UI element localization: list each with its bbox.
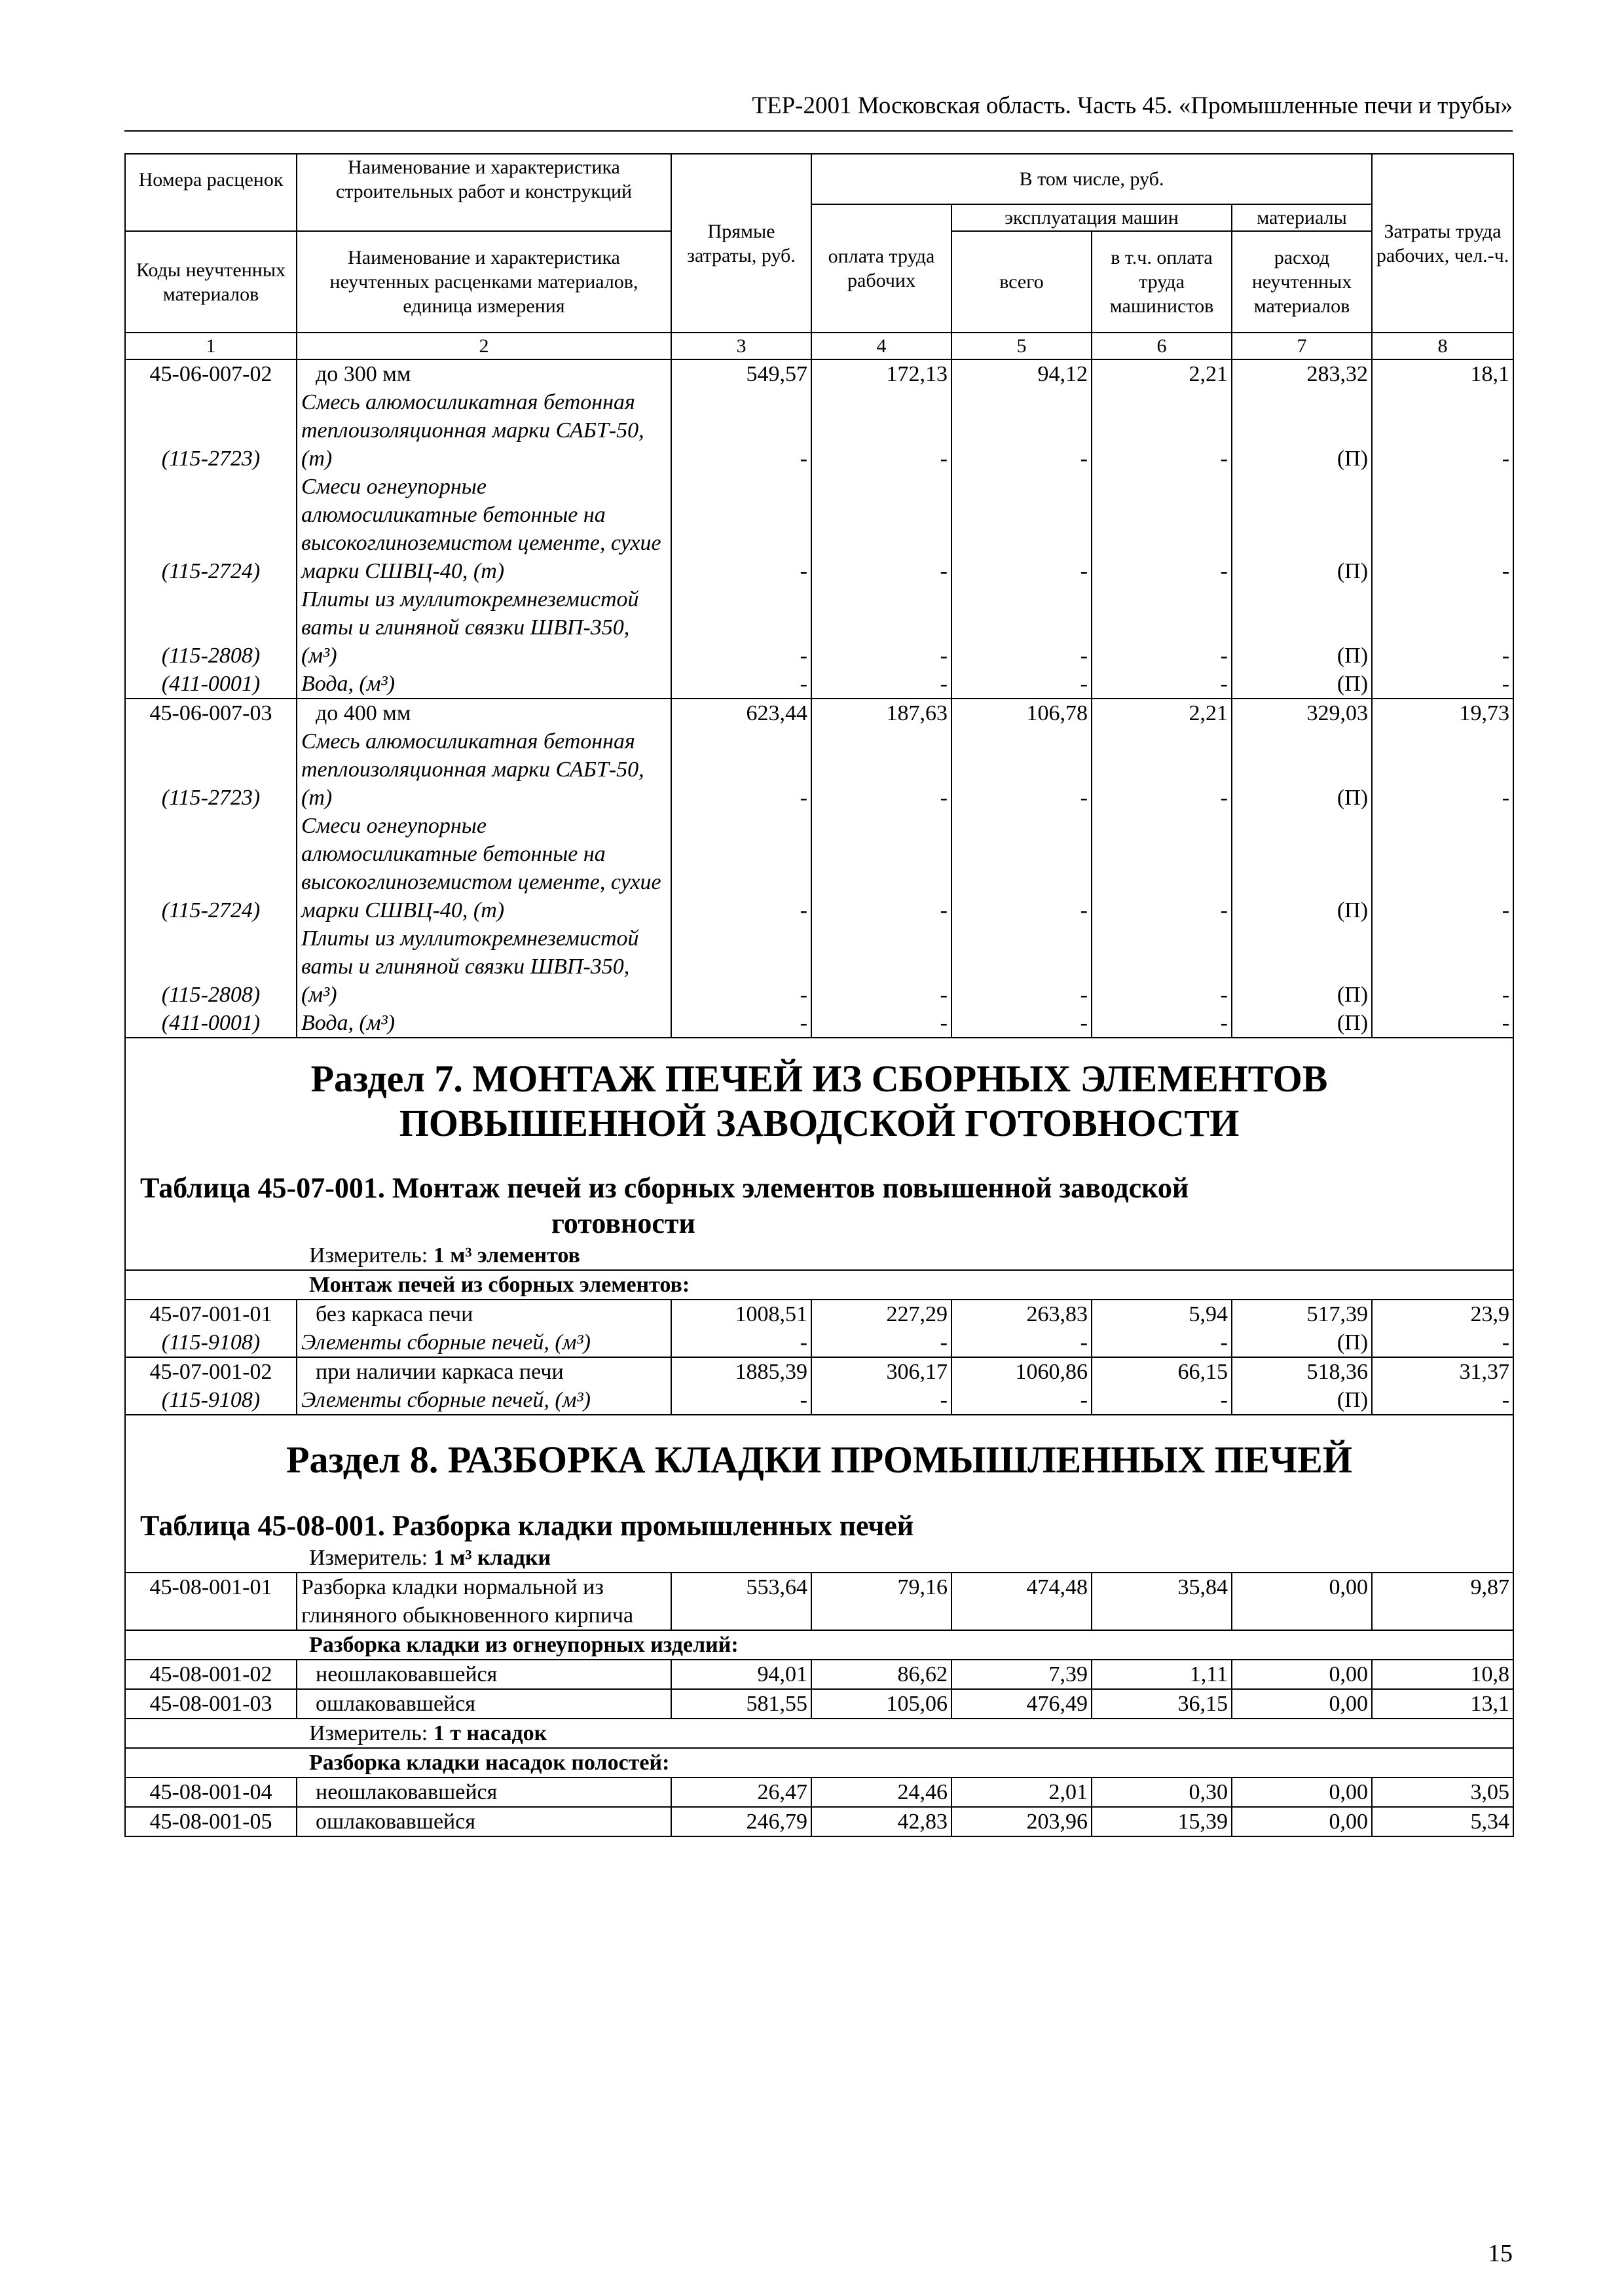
row-value: - xyxy=(1092,670,1232,699)
row-value: - xyxy=(671,1386,811,1415)
material-row xyxy=(125,1328,1513,1357)
row-value: - xyxy=(1092,1328,1232,1357)
row-value: - xyxy=(671,473,811,585)
row-value: - xyxy=(811,1328,951,1357)
row-value: - xyxy=(951,388,1092,473)
row-name: Смеси огнеупорные алюмосиликатные бетонные на высокоглиноземистом цементе, сухие марки СШВЦ-40, (т) xyxy=(297,473,671,585)
row-value: (П) xyxy=(1232,1328,1372,1357)
row-value: - xyxy=(1372,585,1513,670)
row-value: - xyxy=(1092,388,1232,473)
row-code: 45-06-007-03 xyxy=(125,699,297,727)
row-value: - xyxy=(951,473,1092,585)
row-value: 15,39 xyxy=(1092,1807,1232,1836)
row-value: 187,63 xyxy=(811,699,951,727)
row-value: 476,49 xyxy=(951,1689,1092,1719)
group-heading: Разборка кладки из огнеупорных изделий: xyxy=(125,1630,1513,1660)
row-value: - xyxy=(1372,924,1513,1009)
row-code: 45-08-001-03 xyxy=(125,1689,297,1719)
row-value: 2,21 xyxy=(1092,359,1232,388)
block-45-07-001 xyxy=(125,1300,1513,1415)
row-value: - xyxy=(951,1386,1092,1415)
row-value: 2,01 xyxy=(951,1777,1092,1807)
row-code: (115-2808) xyxy=(125,924,297,1009)
table-45-07-001-title-cont: готовности xyxy=(551,1207,695,1239)
row-code: 45-07-001-02 xyxy=(125,1357,297,1386)
row-value: - xyxy=(811,670,951,699)
row-value: 329,03 xyxy=(1232,699,1372,727)
row-value: 42,83 xyxy=(811,1807,951,1836)
block-45-06-007 xyxy=(125,359,1513,1038)
row-value: - xyxy=(1092,585,1232,670)
header-rule xyxy=(124,130,1513,132)
meter-45-08-a: Измеритель: 1 м³ кладки xyxy=(309,1546,551,1570)
section-7 xyxy=(125,1038,1513,1300)
table-45-07-001-title: Таблица 45-07-001. Монтаж печей из сборных элементов повышенной заводской xyxy=(140,1172,1189,1204)
row-value: 623,44 xyxy=(671,699,811,727)
row-value: 0,00 xyxy=(1232,1660,1372,1689)
row-value: 94,01 xyxy=(671,1660,811,1689)
row-value: 0,30 xyxy=(1092,1777,1232,1807)
row-name: Вода, (м³) xyxy=(297,1009,671,1038)
table-row xyxy=(125,1660,1513,1689)
row-value: - xyxy=(811,585,951,670)
row-name: ошлаковавшейся xyxy=(297,1689,671,1719)
running-header: ТЕР-2001 Московская область. Часть 45. «Промышленные печи и трубы» xyxy=(752,92,1513,119)
row-value: - xyxy=(671,812,811,924)
head-col2-bottom: Наименование и характеристика неучтенных расценками материалов, единица измерения xyxy=(297,231,671,333)
head-col1-bottom: Коды неучтенных материалов xyxy=(125,231,297,333)
row-value: 517,39 xyxy=(1232,1300,1372,1328)
material-row xyxy=(125,1009,1513,1038)
row-value: - xyxy=(1372,670,1513,699)
head-materials: материалы xyxy=(1232,204,1372,231)
row-value: 26,47 xyxy=(671,1777,811,1807)
row-value: 24,46 xyxy=(811,1777,951,1807)
row-value: - xyxy=(951,585,1092,670)
row-value: 283,32 xyxy=(1232,359,1372,388)
block-45-08-001-b xyxy=(125,1777,1513,1836)
table-row xyxy=(125,1807,1513,1836)
row-value: 0,00 xyxy=(1232,1807,1372,1836)
row-value: 94,12 xyxy=(951,359,1092,388)
row-name: Смесь алюмосиликатная бетонная теплоизоляционная марки САБТ-50, (т) xyxy=(297,727,671,812)
row-value: - xyxy=(1092,727,1232,812)
row-value: 263,83 xyxy=(951,1300,1092,1328)
row-value: - xyxy=(811,1386,951,1415)
row-value: - xyxy=(1372,1386,1513,1415)
row-name: ошлаковавшейся xyxy=(297,1807,671,1836)
head-col7: расход неучтенных материалов xyxy=(1232,231,1372,333)
row-name: Плиты из муллитокремнеземистой ваты и глиняной связки ШВП-350, (м³) xyxy=(297,585,671,670)
table-row: 45-08-001-01 Разборка кладки нормальной из глиняного обыкновенного кирпича 553,64 79,16 474,48 35,84 0,00 9,87 xyxy=(125,1573,1513,1630)
row-value: 18,1 xyxy=(1372,359,1513,388)
row-value: - xyxy=(1372,1009,1513,1038)
table-row xyxy=(125,359,1513,388)
material-row xyxy=(125,924,1513,1009)
material-row xyxy=(125,1386,1513,1415)
row-value: - xyxy=(1092,812,1232,924)
row-value: - xyxy=(811,812,951,924)
row-name: Вода, (м³) xyxy=(297,670,671,699)
row-name: при наличии каркаса печи xyxy=(297,1357,671,1386)
row-value: (П) xyxy=(1232,1009,1372,1038)
row-value: (П) xyxy=(1232,812,1372,924)
row-code: (115-2724) xyxy=(125,812,297,924)
table-row xyxy=(125,1689,1513,1719)
meter-45-07: Измеритель: 1 м³ элементов xyxy=(309,1243,580,1267)
page-number: 15 xyxy=(1488,2240,1513,2267)
row-value: 2,21 xyxy=(1092,699,1232,727)
row-value: 66,15 xyxy=(1092,1357,1232,1386)
row-value: - xyxy=(1092,473,1232,585)
row-value: 5,94 xyxy=(1092,1300,1232,1328)
row-value: - xyxy=(1372,727,1513,812)
row-value: - xyxy=(951,727,1092,812)
row-code: 45-06-007-02 xyxy=(125,359,297,388)
row-value: 23,9 xyxy=(1372,1300,1513,1328)
row-code: 45-08-001-04 xyxy=(125,1777,297,1807)
table-row xyxy=(125,699,1513,727)
row-value: - xyxy=(1372,388,1513,473)
row-value: - xyxy=(1372,812,1513,924)
row-value: 36,15 xyxy=(1092,1689,1232,1719)
material-row xyxy=(125,812,1513,924)
row-value: 0,00 xyxy=(1232,1777,1372,1807)
row-code: (115-2723) xyxy=(125,388,297,473)
row-value: 86,62 xyxy=(811,1660,951,1689)
row-value: 227,29 xyxy=(811,1300,951,1328)
table-row xyxy=(125,1777,1513,1807)
row-value: - xyxy=(951,1009,1092,1038)
row-value: - xyxy=(671,585,811,670)
row-value: 1060,86 xyxy=(951,1357,1092,1386)
head-col1-top: Номера расценок xyxy=(125,154,297,204)
row-code: (115-2723) xyxy=(125,727,297,812)
row-value: 5,34 xyxy=(1372,1807,1513,1836)
row-value: - xyxy=(951,670,1092,699)
material-row xyxy=(125,585,1513,670)
row-value: - xyxy=(671,924,811,1009)
row-value: - xyxy=(671,388,811,473)
table-45-08-001-title: Таблица 45-08-001. Разборка кладки промышленных печей xyxy=(140,1510,914,1542)
row-value: - xyxy=(811,1009,951,1038)
row-value: - xyxy=(671,1328,811,1357)
head-col8: Затраты труда рабочих, чел.-ч. xyxy=(1372,154,1513,333)
row-value: 10,8 xyxy=(1372,1660,1513,1689)
row-value: 31,37 xyxy=(1372,1357,1513,1386)
row-value: - xyxy=(671,670,811,699)
row-value: - xyxy=(811,388,951,473)
head-machines: эксплуатация машин xyxy=(951,204,1232,231)
material-row xyxy=(125,727,1513,812)
row-name: неошлаковавшейся xyxy=(297,1660,671,1689)
row-value: - xyxy=(951,812,1092,924)
row-value: - xyxy=(1092,924,1232,1009)
row-value: 0,00 xyxy=(1232,1689,1372,1719)
row-value: (П) xyxy=(1232,670,1372,699)
material-row xyxy=(125,670,1513,699)
table-row xyxy=(125,1357,1513,1386)
row-value: - xyxy=(811,727,951,812)
row-value: - xyxy=(1092,1386,1232,1415)
head-col4: оплата труда рабочих xyxy=(811,204,951,333)
row-name: Элементы сборные печей, (м³) xyxy=(297,1328,671,1357)
row-value: 246,79 xyxy=(671,1807,811,1836)
row-value: (П) xyxy=(1232,727,1372,812)
table-row xyxy=(125,1300,1513,1328)
row-value: (П) xyxy=(1232,924,1372,1009)
row-code: 45-07-001-01 xyxy=(125,1300,297,1328)
row-value: 13,1 xyxy=(1372,1689,1513,1719)
row-value: - xyxy=(671,1009,811,1038)
head-incl: В том числе, руб. xyxy=(811,154,1372,204)
row-value: - xyxy=(1092,1009,1232,1038)
row-value: 1008,51 xyxy=(671,1300,811,1328)
head-col6: в т.ч. оплата труда машинистов xyxy=(1092,231,1232,333)
row-value: 172,13 xyxy=(811,359,951,388)
row-value: 3,05 xyxy=(1372,1777,1513,1807)
row-value: 19,73 xyxy=(1372,699,1513,727)
row-name: до 400 мм xyxy=(297,699,671,727)
row-value: 581,55 xyxy=(671,1689,811,1719)
row-value: - xyxy=(951,1328,1092,1357)
row-code: (411-0001) xyxy=(125,1009,297,1038)
group-heading: Разборка кладки насадок полостей: xyxy=(125,1748,1513,1777)
row-value: - xyxy=(811,924,951,1009)
row-value: 518,36 xyxy=(1232,1357,1372,1386)
row-value: - xyxy=(671,727,811,812)
row-value: - xyxy=(1372,1328,1513,1357)
group-heading: Монтаж печей из сборных элементов: xyxy=(125,1270,1513,1300)
row-value: (П) xyxy=(1232,1386,1372,1415)
row-name: до 300 мм xyxy=(297,359,671,388)
block-45-08-001-a xyxy=(125,1660,1513,1719)
row-name: неошлаковавшейся xyxy=(297,1777,671,1807)
row-code: (115-2808) xyxy=(125,585,297,670)
head-col3: Прямые затраты, руб. xyxy=(671,154,811,333)
head-col2-top: Наименование и характеристика строительных работ и конструкций xyxy=(297,154,671,204)
table-head xyxy=(125,154,1513,359)
row-value: 203,96 xyxy=(951,1807,1092,1836)
row-code: (115-9108) xyxy=(125,1328,297,1357)
row-name: Смесь алюмосиликатная бетонная теплоизоляционная марки САБТ-50, (т) xyxy=(297,388,671,473)
row-value: 306,17 xyxy=(811,1357,951,1386)
row-name: Элементы сборные печей, (м³) xyxy=(297,1386,671,1415)
row-code: (411-0001) xyxy=(125,670,297,699)
row-value: 106,78 xyxy=(951,699,1092,727)
row-value: - xyxy=(1372,473,1513,585)
row-code: 45-08-001-02 xyxy=(125,1660,297,1689)
material-row xyxy=(125,388,1513,473)
row-name: Смеси огнеупорные алюмосиликатные бетонные на высокоглиноземистом цементе, сухие марки СШВЦ-40, (т) xyxy=(297,812,671,924)
row-code: (115-2724) xyxy=(125,473,297,585)
row-value: (П) xyxy=(1232,585,1372,670)
row-code: (115-9108) xyxy=(125,1386,297,1415)
section-7-title: Раздел 7. МОНТАЖ ПЕЧЕЙ ИЗ СБОРНЫХ ЭЛЕМЕНТОВ ПОВЫШЕННОЙ ЗАВОДСКОЙ ГОТОВНОСТИ xyxy=(310,1057,1328,1144)
row-code: 45-08-001-05 xyxy=(125,1807,297,1836)
section-8 xyxy=(125,1415,1513,1660)
head-col5: всего xyxy=(951,231,1092,333)
row-value: - xyxy=(951,924,1092,1009)
price-table xyxy=(124,153,1513,1837)
section-8-title: Раздел 8. РАЗБОРКА КЛАДКИ ПРОМЫШЛЕННЫХ ПЕЧЕЙ xyxy=(286,1438,1352,1481)
row-name: без каркаса печи xyxy=(297,1300,671,1328)
row-value: 1,11 xyxy=(1092,1660,1232,1689)
row-value: 1885,39 xyxy=(671,1357,811,1386)
row-value: (П) xyxy=(1232,388,1372,473)
row-value: 7,39 xyxy=(951,1660,1092,1689)
row-value: (П) xyxy=(1232,473,1372,585)
material-row xyxy=(125,473,1513,585)
row-name: Плиты из муллитокремнеземистой ваты и глиняной связки ШВП-350, (м³) xyxy=(297,924,671,1009)
row-value: 549,57 xyxy=(671,359,811,388)
row-value: 105,06 xyxy=(811,1689,951,1719)
meter-45-08-b: Измеритель: 1 т насадок xyxy=(125,1719,1513,1748)
column-numbers-row: 1 2 3 4 5 6 7 8 xyxy=(125,333,1513,359)
row-value: - xyxy=(811,473,951,585)
